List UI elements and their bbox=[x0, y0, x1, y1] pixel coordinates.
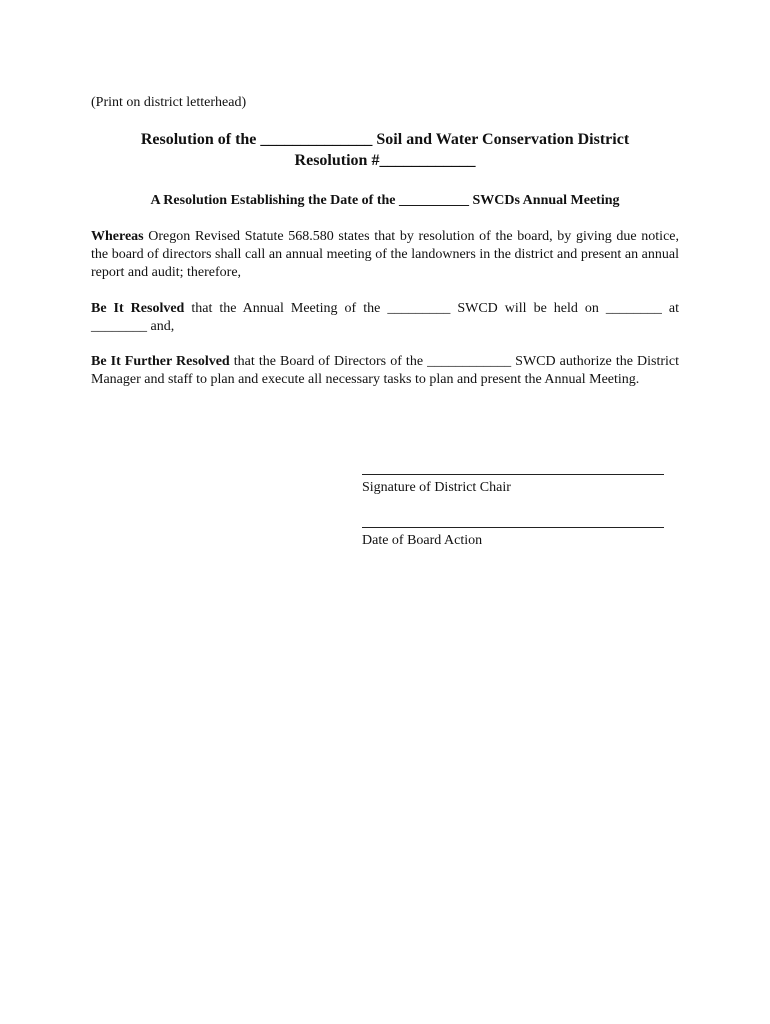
signature-label: Signature of District Chair bbox=[362, 480, 511, 495]
signature-line bbox=[362, 474, 664, 475]
whereas-paragraph bbox=[91, 228, 679, 282]
date-line bbox=[362, 527, 664, 528]
paragraph-lead: Be It Further Resolved bbox=[91, 354, 230, 369]
paragraph-text: Oregon Revised Statute 568.580 states that by resolution of the board, by giving due notice, the board of directors shall call an annual meeting of the landowners in the district and present an annual report and audit; therefore, bbox=[91, 229, 679, 280]
document-title: Resolution of the ______________ Soil and Water Conservation District bbox=[140, 131, 630, 148]
document-subtitle: A Resolution Establishing the Date of the __________ SWCDs Annual Meeting bbox=[150, 193, 620, 208]
paragraph-text: that the Board of Directors of the ____________ SWCD authorize the District Manager and staff to plan and execute all necessary tasks to plan and present the Annual Meeting. bbox=[91, 354, 679, 387]
resolution-number: Resolution #____________ bbox=[294, 152, 476, 169]
further-resolved-paragraph bbox=[91, 353, 679, 389]
letterhead-note: (Print on district letterhead) bbox=[91, 95, 247, 110]
date-block bbox=[362, 515, 664, 549]
paragraph-lead: Whereas bbox=[91, 229, 144, 244]
date-label: Date of Board Action bbox=[362, 533, 483, 548]
paragraph-lead: Be It Resolved bbox=[91, 301, 185, 316]
signature-block bbox=[362, 462, 664, 496]
resolved-paragraph bbox=[91, 300, 679, 336]
paragraph-text: that the Annual Meeting of the _________ SWCD will be held on ________ at ________ and, bbox=[91, 301, 680, 334]
